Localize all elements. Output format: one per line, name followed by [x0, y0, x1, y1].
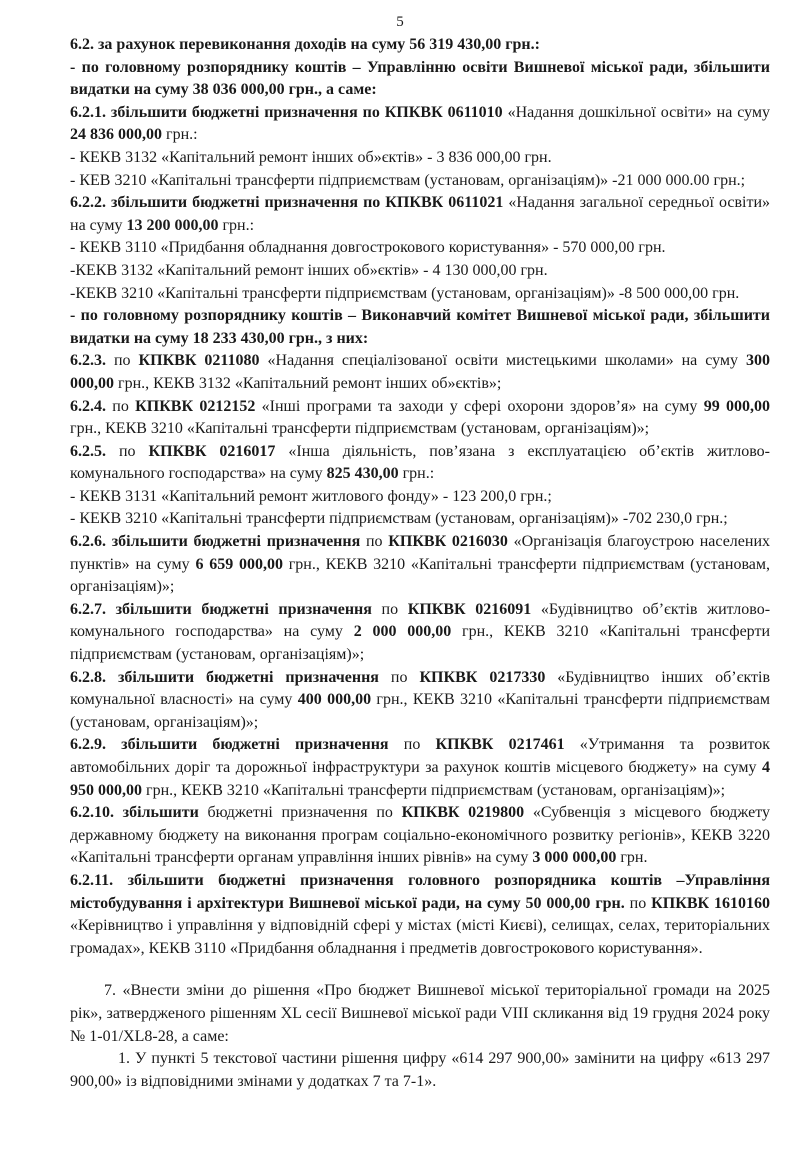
- clause-text: грн., КЕКВ 3132 «Капітальний ремонт інших об»єктів»;: [114, 374, 502, 392]
- clause-text: бюджетні призначення по: [198, 804, 402, 822]
- kekv-line: - КЕКВ 3131 «Капітальний ремонт житлового фонду» - 123 200,0 грн.;: [70, 487, 552, 505]
- clause-text: по: [106, 442, 149, 460]
- clause-text: по: [624, 894, 652, 912]
- clause-amount: 300 000,00: [70, 352, 771, 392]
- clause-code: КПКВК 0217330: [419, 668, 546, 686]
- section-6-2-8: [70, 667, 770, 735]
- page-number: 5: [396, 14, 404, 30]
- clause-text: «Субвенція з місцевого бюджету державному бюджету на виконання програм соціально-економічного розвитку регіонів», КЕКВ 3220 «Капітальні трансферти органам управління інших рівнів» на суму: [70, 804, 771, 867]
- clause-code: КПКВК 0217461: [435, 736, 565, 754]
- clause-text: грн., КЕКВ 3210 «Капітальні трансферти підприємствам (установам, організаціям)»;: [70, 420, 650, 438]
- clause-text: «Утримання та розвиток автомобільних доріг та дорожньої інфраструктури за рахунок коштів місцевого бюджету» на суму: [70, 736, 771, 776]
- clause-text: «Будівництво інших об’єктів комунальної власності» на суму: [70, 668, 770, 709]
- kekv-line: - КЕКВ 3132 «Капітальний ремонт інших об»єктів» - 3 836 000,00 грн.: [70, 148, 552, 166]
- section-6-2-5: [70, 441, 770, 486]
- clause-label: 6.2.1. збільшити бюджетні призначення по КПКВК 0611010: [70, 103, 503, 121]
- kekv-line: -КЕКВ 3210 «Капітальні трансферти підприємствам (установам, організаціям)» -8 500 000,00 грн.: [70, 284, 740, 302]
- clause-label: 6.2.3.: [70, 352, 106, 370]
- executive-committee-lead: - по головному розпоряднику коштів – Виконавчий комітет Вишневої міської ради, збільшити видатки на суму 18 233 430,00 грн., з них:: [70, 307, 770, 347]
- clause-amount: 400 000,00: [297, 691, 372, 709]
- clause-text: грн., КЕКВ 3210 «Капітальні трансферти підприємствам (установам, організаціям)»;: [70, 691, 770, 731]
- clause-text: по: [371, 600, 408, 618]
- clause-code: КПКВК 0211080: [138, 352, 260, 370]
- clause-text: «Будівництво об’єктів житлово-комунального господарства» на суму: [70, 600, 771, 641]
- section-6-2-2: [70, 192, 770, 237]
- clause-label: 6.2.6. збільшити бюджетні призначення: [70, 533, 361, 551]
- section-6-2-1: [70, 102, 770, 147]
- kekv-line: - КЕКВ 3210 «Капітальні трансферти підприємствам (установам, організаціям)» -702 230,0 грн.;: [70, 510, 728, 528]
- clause-label: 6.2.4.: [70, 397, 106, 415]
- kekv-line: -КЕКВ 3132 «Капітальний ремонт інших об»єктів» - 4 130 000,00 грн.: [70, 261, 548, 279]
- section-6-2-7: [70, 599, 770, 667]
- clause-label: 6.2.9. збільшити бюджетні призначення: [70, 736, 389, 754]
- spacer: [70, 960, 770, 980]
- clause-text: «Керівництво і управління у відповідній сфері у містах (місті Києві), селищах, селах, територіальних громадах», КЕКВ 3110 «Придбання обладнання і предметів довгострокового користування».: [70, 917, 770, 957]
- section-6-2-9: [70, 734, 770, 802]
- clause-amount: 3 000 000,00: [532, 849, 617, 867]
- kekv-line: - КЕКВ 3110 «Придбання обладнання довгострокового користування» - 570 000,00 грн.: [70, 239, 666, 257]
- section-6-2-10: [70, 802, 770, 870]
- section-6-2-11: [70, 870, 770, 960]
- clause-code: КПКВК 0216017: [148, 442, 276, 460]
- clause-text: грн., КЕКВ 3210 «Капітальні трансферти підприємствам (установам, організаціям)»;: [142, 781, 726, 799]
- clause-text: «Інша діяльність, пов’язана з експлуатацією об’єктів житлово-комунального господарства» на суму: [70, 442, 771, 483]
- clause-text: грн.:: [398, 465, 435, 483]
- clause-code: КПКВК 0219800: [401, 804, 525, 822]
- clause-text: «Організація благоустрою населених пунктів» на суму: [70, 533, 771, 573]
- clause-amount: 4 950 000,00: [70, 759, 770, 799]
- clause-label: 6.2.7. збільшити бюджетні призначення: [70, 600, 372, 618]
- clause-text: «Інші програми та заходи у сфері охорони здоров’я» на суму: [255, 397, 704, 415]
- clause-text: по: [106, 397, 136, 415]
- clause-text: «Надання спеціалізованої освіти мистецькими школами» на суму: [259, 352, 747, 370]
- clause-label: 6.2.8. збільшити бюджетні призначення: [70, 668, 379, 686]
- section-7: 7. «Внести зміни до рішення «Про бюджет Вишневої міської територіальної громади на 2025 рік», затвердженого рішенням XL сесії Вишневої міської ради VIII скликання від 19 грудня 2024 року № 1-01/XL8-28, а саме:: [70, 982, 770, 1045]
- clause-label: 6.2.5.: [70, 442, 106, 460]
- clause-text: грн.: [616, 849, 648, 867]
- clause-amount: 2 000 000,00: [353, 623, 452, 641]
- clause-amount: 24 836 000,00: [70, 126, 162, 144]
- clause-text: «Надання загальної середньої освіти» на суму: [70, 194, 771, 234]
- clause-amount: 6 659 000,00: [195, 555, 283, 573]
- clause-code: КПКВК 0216091: [407, 600, 532, 618]
- section-6-2-6: [70, 531, 770, 599]
- section-6-2-4: [70, 396, 770, 441]
- clause-text: грн., КЕКВ 3210 «Капітальні трансферти підприємствам (установам, організаціям)»;: [70, 623, 771, 664]
- clause-amount: 825 430,00: [326, 465, 399, 483]
- section-6-2-lead: - по головному розпоряднику коштів – Управлінню освіти Вишневої міської ради, збільшити видатки на суму 38 036 000,00 грн., а саме:: [70, 58, 770, 99]
- clause-code: КПКВК 0216030: [388, 533, 508, 551]
- clause-amount: 99 000,00: [703, 397, 771, 415]
- section-6-2-3: [70, 350, 770, 395]
- section-7-item-1: 1. У пункті 5 текстової частини рішення цифру «614 297 900,00» замінити на цифру «613 297 900,00» із відповідними змінами у додатках 7 та 7-1».: [70, 1050, 770, 1090]
- clause-code: КПКВК 0212152: [135, 397, 256, 415]
- clause-label: 6.2.10. збільшити: [70, 804, 199, 822]
- clause-text: по: [360, 533, 389, 551]
- section-6-2-title: 6.2. за рахунок перевиконання доходів на суму 56 319 430,00 грн.:: [70, 36, 540, 53]
- clause-text: «Надання дошкільної освіти» на суму: [502, 103, 771, 121]
- clause-text: по: [378, 668, 420, 686]
- clause-text: грн.:: [162, 126, 198, 144]
- clause-label: 6.2.11. збільшити бюджетні призначення головного розпорядника коштів –Управління містобудування і архітектури Вишневої міської ради, на суму 50 000,00 грн.: [70, 871, 770, 912]
- clause-label: 6.2.2. збільшити бюджетні призначення по КПКВК 0611021: [70, 194, 504, 212]
- clause-text: по: [106, 352, 139, 370]
- document-body: [70, 34, 770, 1093]
- clause-text: грн., КЕКВ 3210 «Капітальні трансферти підприємствам (установам, організаціям)»;: [70, 555, 771, 596]
- clause-code: КПКВК 1610160: [651, 894, 771, 912]
- clause-amount: 13 200 000,00: [126, 216, 219, 234]
- kekv-line: - КЕВ 3210 «Капітальні трансферти підприємствам (установам, організаціям)» -21 000 000.00 грн.;: [70, 171, 746, 189]
- clause-text: грн.:: [218, 216, 255, 234]
- clause-text: по: [388, 736, 436, 754]
